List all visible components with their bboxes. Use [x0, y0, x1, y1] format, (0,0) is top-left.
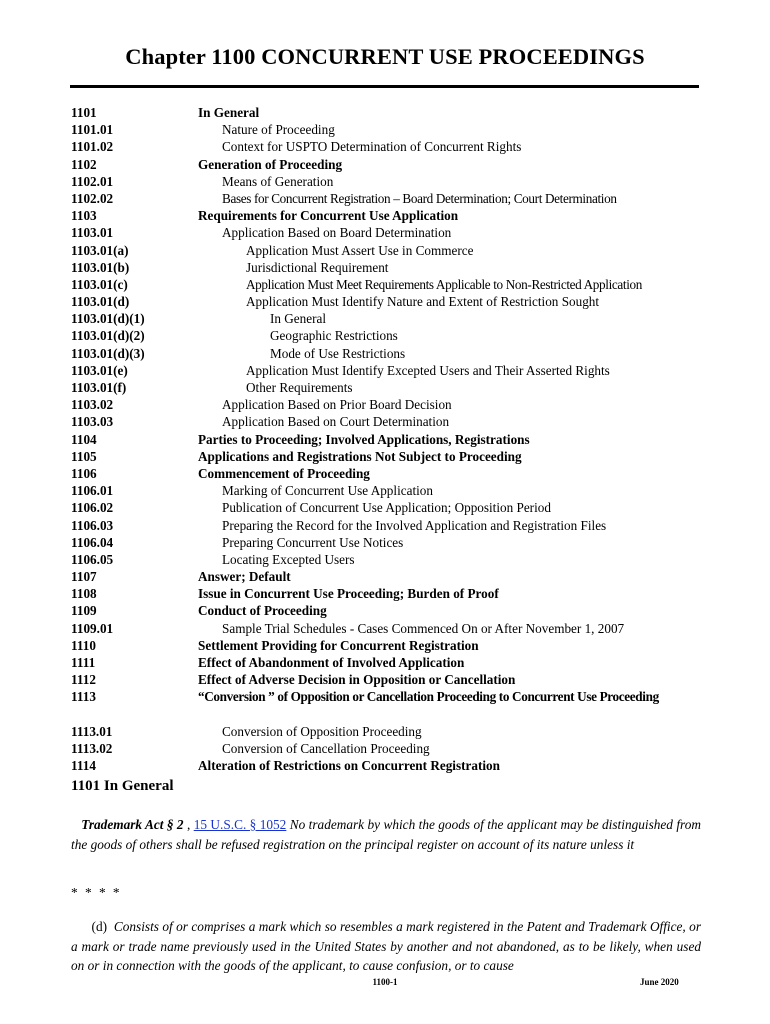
ellipsis: * * * * [71, 885, 122, 900]
statute-label: Trademark Act § 2 [81, 817, 184, 832]
subsection-paragraph [71, 917, 701, 976]
toc-row [71, 138, 711, 155]
toc-section-number: 1103.01(d)(1) [71, 311, 145, 327]
toc-section-title: Other Requirements [246, 380, 353, 395]
table-of-contents [71, 104, 711, 774]
statute-text: No trademark by which the goods of the applicant may be distinguished from the goods of others shall be refused registration on the principal register on account of its nature unless it [71, 817, 701, 852]
toc-row [71, 551, 711, 568]
toc-section-title: Alteration of Restrictions on Concurrent Registration [198, 758, 500, 774]
toc-section-title: Application Must Assert Use in Commerce [246, 242, 474, 258]
toc-row [71, 293, 711, 310]
toc-section-title: Application Must Meet Requirements Applicable to Non-Restricted Application [246, 276, 643, 292]
toc-section-number: 1103 [71, 208, 97, 224]
toc-row [71, 224, 711, 241]
toc-row [71, 654, 711, 671]
toc-section-number: 1101.01 [71, 122, 114, 138]
toc-section-title: Geographic Restrictions [270, 328, 398, 344]
toc-section-title: Preparing the Record for the Involved Application and Registration Files [222, 517, 607, 533]
toc-row [71, 568, 711, 585]
toc-row [71, 585, 711, 602]
toc-section-number: 1103.01(c) [71, 276, 128, 292]
toc-section-number: 1103.01(f) [71, 380, 127, 395]
toc-section-title: Preparing Concurrent Use Notices [222, 534, 404, 550]
toc-row [71, 688, 711, 722]
toc-section-title: Locating Excepted Users [222, 551, 355, 567]
toc-section-title: Application Based on Court Determination [222, 414, 450, 430]
toc-section-title: Application Must Identify Nature and Extent of Restriction Sought [246, 294, 600, 310]
toc-section-number: 1101.02 [71, 139, 114, 155]
toc-section-number: 1101 [71, 105, 97, 120]
toc-section-number: 1113 [71, 689, 96, 705]
footer-page-number: 1100-1 [372, 977, 398, 987]
toc-row [71, 259, 711, 276]
toc-section-number: 1106.05 [71, 551, 114, 567]
toc-section-number: 1106.03 [71, 517, 114, 533]
toc-row [71, 310, 711, 327]
toc-section-number: 1109.01 [71, 620, 114, 636]
statute-paragraph [71, 815, 701, 854]
toc-section-number: 1102.01 [71, 173, 114, 189]
toc-section-number: 1106.04 [71, 534, 114, 550]
toc-section-title: Conversion of Cancellation Proceeding [222, 740, 430, 756]
toc-section-title: Application Based on Board Determination [222, 225, 452, 241]
statute-citation-link[interactable]: 15 U.S.C. § 1052 [193, 817, 287, 832]
subsection-text: Consists of or comprises a mark which so resembles a mark registered in the Patent and Trademark Office, or a mark or trade name previously used in the United States by another and not abandoned, as to be likely, when used on or in connection with the goods of the applicant, to cause confusion, or to cause [71, 919, 701, 973]
toc-section-title: Requirements for Concurrent Use Application [198, 208, 459, 224]
toc-row [71, 517, 711, 534]
toc-row [71, 121, 711, 138]
toc-section-title: Mode of Use Restrictions [270, 345, 406, 361]
toc-section-number: 1103.01(e) [71, 362, 128, 378]
toc-section-number: 1113.02 [71, 740, 113, 756]
toc-section-title: Nature of Proceeding [222, 122, 335, 138]
toc-section-title: Answer; Default [198, 569, 291, 585]
toc-row [71, 327, 711, 344]
toc-row [71, 156, 711, 173]
toc-section-number: 1103.02 [71, 397, 114, 413]
toc-section-number: 1114 [71, 758, 96, 774]
toc-section-title: Conversion of Opposition Proceeding [222, 723, 422, 739]
toc-row [71, 723, 711, 740]
toc-section-title: Marking of Concurrent Use Application [222, 483, 433, 499]
toc-section-title: Commencement of Proceeding [198, 465, 370, 481]
toc-section-title: Settlement Providing for Concurrent Registration [198, 637, 479, 653]
toc-section-number: 1106.02 [71, 500, 114, 516]
toc-section-number: 1102.02 [71, 190, 114, 206]
chapter-title: Chapter 1100 CONCURRENT USE PROCEEDINGS [125, 44, 645, 69]
toc-row [71, 173, 711, 190]
title-rule [70, 85, 699, 88]
toc-section-number: 1106 [71, 465, 97, 481]
subsection-label: (d) [91, 919, 108, 934]
toc-section-title: Conduct of Proceeding [198, 603, 327, 619]
toc-section-number: 1103.01 [71, 225, 114, 241]
toc-row [71, 602, 711, 619]
toc-row [71, 499, 711, 516]
toc-row [71, 396, 711, 413]
toc-section-number: 1111 [71, 655, 96, 670]
toc-row [71, 362, 711, 379]
toc-row [71, 190, 711, 207]
toc-row [71, 207, 711, 224]
toc-section-title: Parties to Proceeding; Involved Applications, Registrations [198, 431, 530, 447]
toc-section-title: Context for USPTO Determination of Concurrent Rights [222, 139, 522, 155]
footer-date: June 2020 [640, 977, 679, 987]
toc-section-title: Effect of Adverse Decision in Opposition or Cancellation [198, 672, 516, 688]
toc-section-number: 1103.01(d)(2) [71, 328, 145, 344]
toc-row [71, 482, 711, 499]
toc-section-number: 1107 [71, 569, 97, 585]
toc-section-title: In General [270, 311, 327, 327]
toc-section-number: 1112 [71, 672, 96, 688]
toc-row [71, 448, 711, 465]
toc-section-title: In General [198, 105, 260, 120]
toc-section-title: Sample Trial Schedules - Cases Commenced On or After November 1, 2007 [222, 620, 625, 636]
toc-section-title: Issue in Concurrent Use Proceeding; Burden of Proof [198, 586, 499, 602]
statute-separator: , [183, 817, 194, 832]
toc-section-title: Bases for Concurrent Registration – Board Determination; Court Determination [222, 190, 617, 206]
toc-section-number: 1103.01(d) [71, 294, 130, 310]
toc-row [71, 104, 711, 121]
toc-section-number: 1104 [71, 431, 97, 447]
toc-section-title: Jurisdictional Requirement [246, 259, 389, 275]
toc-row [71, 345, 711, 362]
toc-section-number: 1103.01(b) [71, 259, 130, 275]
toc-section-number: 1103.01(a) [71, 242, 129, 258]
toc-section-title: Application Based on Prior Board Decision [222, 397, 452, 413]
toc-section-number: 1103.03 [71, 414, 114, 430]
toc-section-number: 1105 [71, 448, 97, 464]
toc-row [71, 740, 711, 757]
toc-row [71, 465, 711, 482]
toc-row [71, 276, 711, 293]
toc-section-number: 1103.01(d)(3) [71, 345, 145, 361]
section-heading: 1101 In General [71, 778, 174, 794]
toc-section-title: Publication of Concurrent Use Application; Opposition Period [222, 500, 551, 516]
toc-section-number: 1110 [71, 637, 96, 653]
toc-section-title: Means of Generation [222, 173, 334, 189]
toc-row [71, 620, 711, 637]
toc-section-number: 1108 [71, 586, 97, 602]
toc-section-title: Application Must Identify Excepted Users and Their Asserted Rights [246, 362, 610, 378]
toc-row [71, 534, 711, 551]
toc-row [71, 431, 711, 448]
toc-section-title: Effect of Abandonment of Involved Application [198, 655, 465, 670]
toc-section-title: Applications and Registrations Not Subject to Proceeding [198, 448, 522, 464]
toc-section-title: Generation of Proceeding [198, 156, 343, 172]
toc-row [71, 379, 711, 396]
toc-row [71, 671, 711, 688]
toc-row [71, 757, 711, 774]
toc-row [71, 637, 711, 654]
toc-row [71, 242, 711, 259]
toc-section-number: 1109 [71, 603, 97, 619]
toc-section-number: 1113.01 [71, 723, 113, 739]
toc-row [71, 413, 711, 430]
toc-section-number: 1102 [71, 156, 97, 172]
toc-section-title: “Conversion ” of Opposition or Cancellation Proceeding to Concurrent Use Proceeding [198, 689, 659, 705]
toc-section-number: 1106.01 [71, 483, 114, 499]
